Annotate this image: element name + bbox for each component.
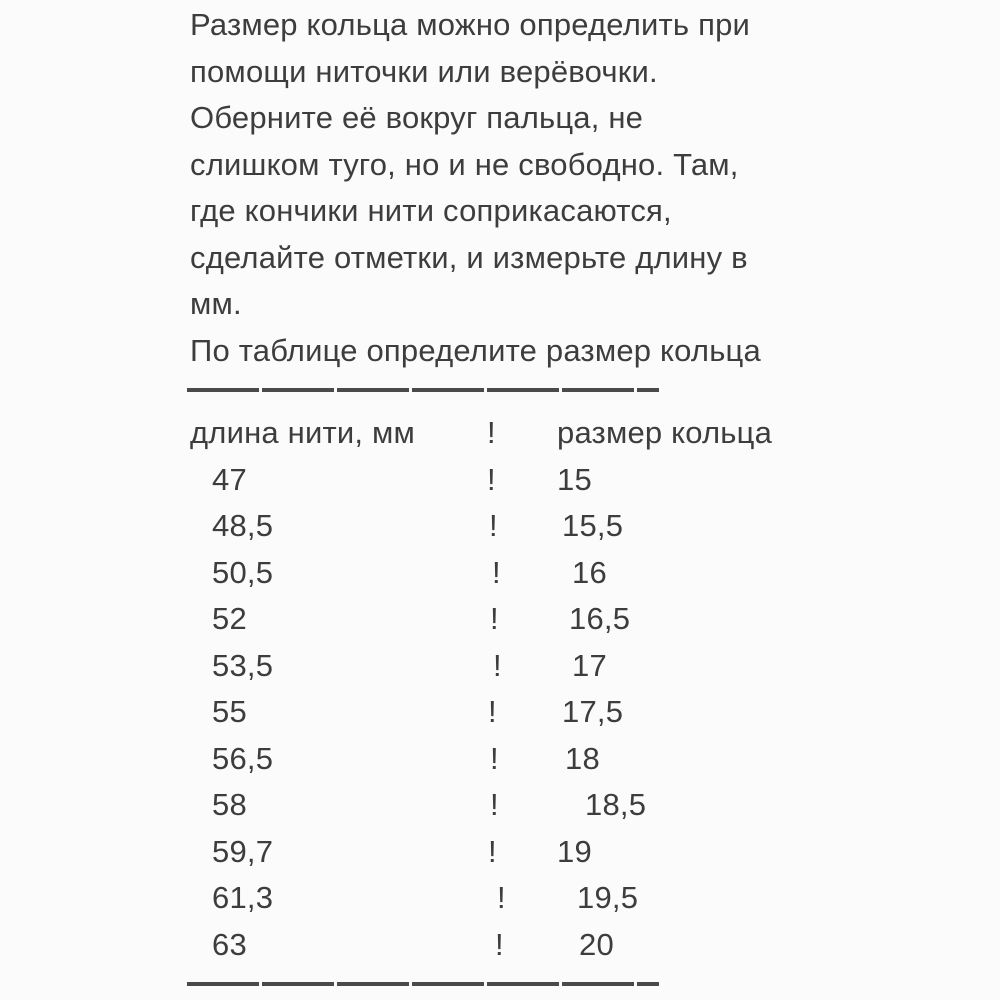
instructions-text [190,2,830,328]
instructions-line: мм. [190,286,242,321]
thread-length-value: 55 [212,694,247,729]
thread-length-value: 53,5 [212,647,274,683]
column-separator: ! [490,601,499,636]
table-row [190,736,830,783]
thread-length-value: 63 [212,926,247,962]
table-row [190,875,830,922]
ring-size-value: 15,5 [562,508,624,543]
thread-length-value: 59,7 [212,833,274,869]
column-separator: ! [490,740,499,776]
thread-length-header: длина нити, мм [190,415,416,450]
table-row [190,782,830,829]
column-separator: ! [492,554,501,590]
ring-size-value: 16 [572,554,607,590]
ring-size-value: 19,5 [577,880,639,915]
instructions-line: Оберните её вокруг пальца, не [190,100,644,135]
instructions-line: слишком туго, но и не свободно. Там, [190,146,739,182]
divider-bottom [187,982,659,986]
thread-length-value: 52 [212,601,247,636]
ring-size-value: 17 [572,647,607,683]
ring-size-table [190,410,830,968]
thread-length-value: 56,5 [212,740,274,776]
column-separator: ! [495,926,504,962]
table-header-row [190,410,830,457]
table-row [190,643,830,690]
table-row [190,596,830,643]
thread-length-value: 50,5 [212,554,274,590]
table-row [190,689,830,736]
instructions-line: Размер кольца можно определить при [190,7,751,42]
ring-size-value: 19 [557,833,592,869]
table-row [190,503,830,550]
ring-size-value: 16,5 [569,601,631,636]
ring-size-value: 18 [565,740,600,776]
thread-length-value: 61,3 [212,880,274,915]
ring-size-header: размер кольца [557,415,773,450]
column-separator: ! [490,787,499,822]
column-separator: ! [487,461,496,497]
ring-size-value: 15 [557,461,592,497]
column-separator: ! [489,508,498,543]
table-row [190,550,830,597]
column-separator: ! [487,415,496,450]
document-content [190,2,830,986]
table-row [190,457,830,504]
ring-size-value: 20 [579,926,614,962]
table-intro: По таблице определите размер кольца [190,332,761,368]
column-separator: ! [488,694,497,729]
thread-length-value: 58 [212,787,247,822]
instructions-line: помощи ниточки или верёвочки. [190,53,658,89]
instructions-line: где кончики нити соприкасаются, [190,193,672,228]
thread-length-value: 47 [212,461,247,497]
table-row [190,829,830,876]
column-separator: ! [497,880,506,915]
divider-top [187,388,659,392]
instructions-line: сделайте отметки, и измерьте длину в [190,239,748,275]
ring-size-value: 17,5 [562,694,624,729]
table-row [190,922,830,969]
thread-length-value: 48,5 [212,508,274,543]
column-separator: ! [493,647,502,683]
ring-size-value: 18,5 [585,787,647,822]
column-separator: ! [488,833,497,869]
